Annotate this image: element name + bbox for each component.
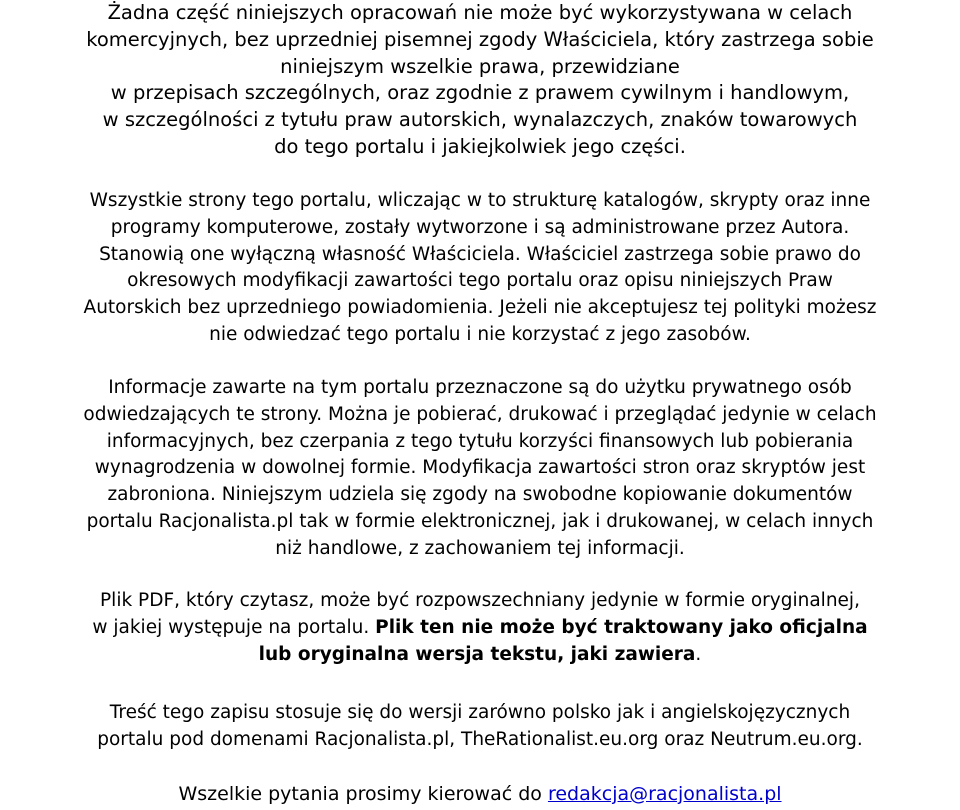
copyright-paragraph <box>0 0 960 161</box>
text-line: komercyjnych, bez uprzedniej pisemnej zgody Właściciela, który zastrzega sobie <box>86 27 874 51</box>
text-line <box>0 642 960 669</box>
contact-paragraph <box>0 780 960 808</box>
text-line: Treść tego zapisu stosuje się do wersji zarówno polsko jak i angielskojęzycznych <box>109 702 851 723</box>
ownership-paragraph <box>0 188 960 349</box>
text-line: niniejszym wszelkie prawa, przewidziane <box>280 54 680 78</box>
text-line: odwiedzających te strony. Można je pobierać, drukować i przeglądać jedynie w celach <box>83 403 877 425</box>
usage-paragraph <box>0 375 960 563</box>
text-line: nie odwiedzać tego portalu i nie korzystać z jego zasobów. <box>209 323 751 345</box>
text-line: w przepisach szczególnych, oraz zgodnie z prawem cywilnym i handlowym, <box>110 81 850 105</box>
text-line: okresowych modyfikacji zawartości tego portalu oraz opisu niniejszych Praw <box>127 270 833 292</box>
text-line: do tego portalu i jakiejkolwiek jego części. <box>274 134 686 158</box>
text-line: Informacje zawarte na tym portalu przeznaczone są do użytku prywatnego osób <box>108 377 852 398</box>
text-segment: . <box>695 643 702 665</box>
text-line <box>0 615 960 642</box>
text-segment: w jakiej występuje na portalu. <box>92 616 376 638</box>
text-line: Autorskich bez uprzedniego powiadomienia. Jeżeli nie akceptujesz tej polityki możesz <box>83 297 877 319</box>
text-line: Stanowią one wyłączną własność Właściciela. Właściciel zastrzega sobie prawo do <box>99 243 861 265</box>
text-line: programy komputerowe, zostały wytworzone i są administrowane przez Autora. <box>110 216 850 238</box>
bold-text-segment: lub oryginalna wersja tekstu, jaki zawiera <box>258 643 696 665</box>
text-line: wynagrodzenia w dowolnej formie. Modyfikacja zawartości stron oraz skryptów jest <box>94 457 866 479</box>
text-line: Żadna część niniejszych opracowań nie może być wykorzystywana w celach <box>107 1 853 24</box>
text-line: informacyjnych, bez czerpania z tego tytułu korzyści finansowych lub pobierania <box>106 430 854 452</box>
text-line: Plik PDF, który czytasz, może być rozpowszechniany jedynie w formie oryginalnej, <box>100 590 860 611</box>
pdf-distribution-paragraph <box>0 588 960 668</box>
bold-text-segment: Plik ten nie może być traktowany jako oficjalna <box>375 616 868 638</box>
domains-paragraph <box>0 700 960 754</box>
email-link[interactable]: redakcja@racjonalista.pl <box>547 783 782 805</box>
text-line <box>0 780 960 808</box>
text-line: portalu Racjonalista.pl tak w formie elektronicznej, jak i drukowanej, w celach innych <box>86 510 874 532</box>
text-line: Wszystkie strony tego portalu, wliczając w to strukturę katalogów, skrypty oraz inne <box>89 190 871 211</box>
text-line: portalu pod domenami Racjonalista.pl, TheRationalist.eu.org oraz Neutrum.eu.org. <box>97 728 863 750</box>
contact-text: Wszelkie pytania prosimy kierować do <box>178 783 548 805</box>
text-line: w szczególności z tytułu praw autorskich, wynalazczych, znaków towarowych <box>102 108 858 132</box>
text-line: zabroniona. Niniejszym udziela się zgody na swobodne kopiowanie dokumentów <box>107 484 853 506</box>
text-line: niż handlowe, z zachowaniem tej informacji. <box>275 537 685 559</box>
